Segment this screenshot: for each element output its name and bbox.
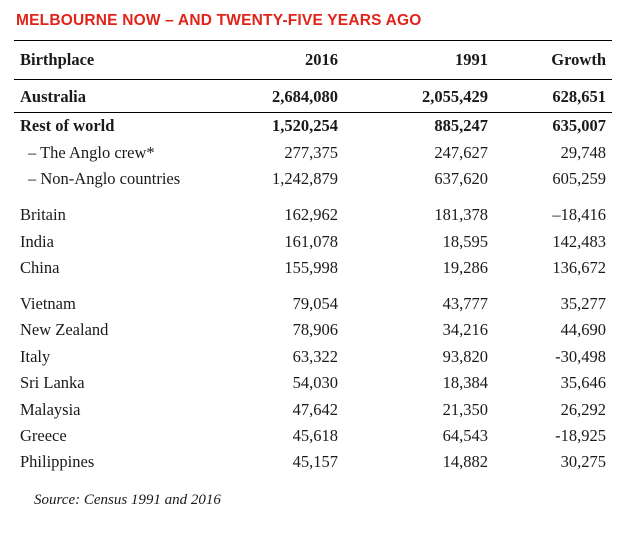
cell-1991: 247,627 bbox=[434, 142, 488, 162]
cell-2016: 45,618 bbox=[292, 425, 338, 445]
cell-2016: 63,322 bbox=[292, 346, 338, 366]
cell-2016: 47,642 bbox=[292, 399, 338, 419]
cell-1991: 2,055,429 bbox=[338, 80, 488, 113]
table-row bbox=[14, 166, 612, 192]
cell-birthplace: Sri Lanka bbox=[20, 373, 85, 393]
cell-growth: 30,275 bbox=[560, 452, 606, 472]
cell-1991: 18,384 bbox=[442, 373, 488, 393]
cell-growth: –18,416 bbox=[552, 205, 606, 225]
title-bar bbox=[0, 0, 626, 40]
cell-birthplace: Italy bbox=[20, 346, 51, 366]
table-row bbox=[14, 423, 612, 449]
cell-birthplace: Australia bbox=[14, 80, 188, 113]
cell-2016: 161,078 bbox=[284, 231, 338, 251]
cell-2016: 277,375 bbox=[284, 142, 338, 162]
cell-birthplace: – The Anglo crew* bbox=[28, 142, 155, 162]
cell-birthplace: Philippines bbox=[20, 452, 95, 472]
cell-1991: 14,882 bbox=[442, 452, 488, 472]
cell-birthplace: Vietnam bbox=[20, 294, 76, 314]
table-body bbox=[14, 80, 612, 476]
cell-1991: 19,286 bbox=[442, 257, 488, 277]
column-header-1991: 1991 bbox=[455, 50, 488, 69]
source-container bbox=[0, 476, 626, 509]
cell-growth: 605,259 bbox=[552, 168, 606, 188]
cell-1991: 93,820 bbox=[442, 346, 488, 366]
cell-birthplace: New Zealand bbox=[20, 320, 109, 340]
table-row bbox=[14, 370, 612, 396]
table-row bbox=[14, 80, 612, 113]
cell-1991: 43,777 bbox=[442, 294, 488, 314]
cell-growth: 29,748 bbox=[560, 142, 606, 162]
column-header-2016: 2016 bbox=[305, 50, 338, 69]
cell-birthplace: Britain bbox=[20, 205, 66, 225]
cell-2016: 1,242,879 bbox=[272, 168, 338, 188]
cell-growth: -30,498 bbox=[555, 346, 606, 366]
cell-2016: 2,684,080 bbox=[188, 80, 338, 113]
cell-growth: 44,690 bbox=[560, 320, 606, 340]
table-row bbox=[14, 192, 612, 228]
cell-2016: 162,962 bbox=[284, 205, 338, 225]
table-row bbox=[14, 113, 612, 140]
table-row bbox=[14, 281, 612, 317]
cell-birthplace: China bbox=[20, 257, 60, 277]
cell-1991: 64,543 bbox=[442, 425, 488, 445]
cell-1991: 637,620 bbox=[434, 168, 488, 188]
cell-1991: 181,378 bbox=[434, 205, 488, 225]
table-row bbox=[14, 228, 612, 254]
page-title: MELBOURNE NOW – AND TWENTY-FIVE YEARS AGO bbox=[16, 12, 422, 29]
cell-2016: 79,054 bbox=[292, 294, 338, 314]
cell-birthplace: – Non-Anglo countries bbox=[28, 168, 181, 188]
cell-growth: 35,646 bbox=[560, 373, 606, 393]
cell-2016: 155,998 bbox=[284, 257, 338, 277]
cell-growth: 628,651 bbox=[488, 80, 612, 113]
cell-birthplace: Greece bbox=[20, 425, 67, 445]
cell-1991: 34,216 bbox=[442, 320, 488, 340]
table-header-row bbox=[14, 41, 612, 80]
cell-birthplace: Rest of world bbox=[20, 116, 115, 136]
table-row bbox=[14, 449, 612, 475]
table-container bbox=[0, 41, 626, 476]
table-header bbox=[14, 41, 612, 80]
cell-growth: 26,292 bbox=[560, 399, 606, 419]
cell-2016: 1,520,254 bbox=[272, 116, 338, 136]
table-row bbox=[14, 255, 612, 281]
table-row bbox=[14, 396, 612, 422]
column-header-birthplace: Birthplace bbox=[20, 50, 95, 69]
cell-birthplace: India bbox=[20, 231, 54, 251]
source-note: Source: Census 1991 and 2016 bbox=[34, 491, 221, 508]
cell-2016: 78,906 bbox=[292, 320, 338, 340]
cell-1991: 885,247 bbox=[434, 116, 488, 136]
cell-growth: 136,672 bbox=[552, 257, 606, 277]
cell-2016: 45,157 bbox=[292, 452, 338, 472]
birthplace-table bbox=[14, 41, 612, 476]
cell-1991: 18,595 bbox=[442, 231, 488, 251]
cell-growth: -18,925 bbox=[555, 425, 606, 445]
cell-birthplace: Malaysia bbox=[20, 399, 81, 419]
table-row bbox=[14, 139, 612, 165]
cell-growth: 35,277 bbox=[560, 294, 606, 314]
column-header-growth: Growth bbox=[551, 50, 606, 69]
cell-1991: 21,350 bbox=[442, 399, 488, 419]
table-row bbox=[14, 317, 612, 343]
cell-growth: 142,483 bbox=[552, 231, 606, 251]
cell-2016: 54,030 bbox=[292, 373, 338, 393]
cell-growth: 635,007 bbox=[552, 116, 606, 136]
table-row bbox=[14, 344, 612, 370]
